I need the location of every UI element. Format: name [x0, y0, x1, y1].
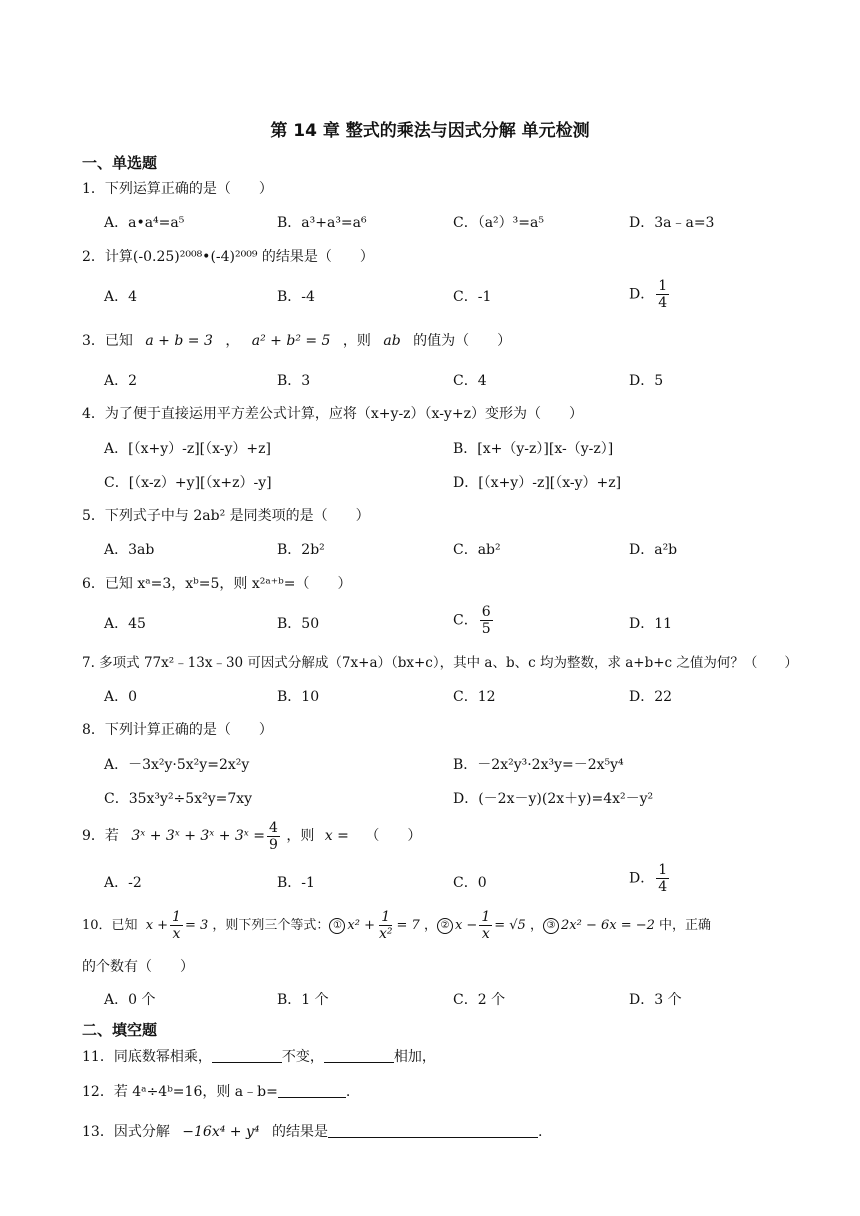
question-5-stem: 5．下列式子中与 2ab² 是同类项的是（ ） [82, 508, 370, 524]
question-8-option-c: C．35x³y²÷5x²y=7xy [104, 791, 253, 807]
math-expression: = 3 [184, 918, 209, 933]
math-expression: x = [324, 828, 349, 844]
question-1-option-a: A．a•a⁴=a⁵ [104, 215, 185, 231]
question-5-option-c: C．ab² [453, 542, 501, 558]
math-expression: x − [454, 918, 478, 933]
question-1-option-c: C．（a²）³=a⁵ [453, 215, 544, 231]
section-heading-fill-blank: 二、填空题 [82, 1021, 158, 1039]
question-2-option-d [629, 278, 671, 311]
text: 的值为（ ） [413, 333, 512, 349]
text: . [345, 1084, 351, 1100]
question-4-option-d: D．[（x+y）-z][（x-y）+z] [453, 475, 622, 491]
question-6-option-a: A．45 [104, 616, 146, 632]
text: ，则下列三个等式： [212, 918, 330, 933]
option-label: C． [453, 612, 478, 629]
fraction-numerator: 1 [172, 909, 181, 925]
question-2-stem: 2．计算(-0.25)²⁰⁰⁸•(-4)²⁰⁰⁹ 的结果是（ ） [82, 249, 374, 265]
answer-blank[interactable] [212, 1048, 282, 1063]
math-expression: 2x² − 6x = −2 [561, 918, 655, 933]
question-2-option-b: B．-4 [277, 289, 315, 305]
fraction-denominator: 5 [481, 621, 491, 637]
text: 3．已知 [82, 333, 133, 349]
question-5-option-b: B．2b² [277, 542, 325, 558]
question-9-option-b: B．-1 [277, 875, 315, 891]
page-title: 第 14 章 整式的乘法与因式分解 单元检测 [270, 121, 590, 141]
fraction-numerator: 1 [658, 862, 668, 878]
question-6-option-b: B．50 [277, 616, 320, 632]
answer-blank[interactable] [324, 1048, 394, 1063]
question-6-option-d: D．11 [629, 616, 673, 632]
math-expression: −16x⁴ + y⁴ [182, 1124, 260, 1140]
fraction [480, 604, 493, 637]
math-expression: x² + [347, 918, 375, 933]
question-10-option-d: D．3 个 [629, 992, 682, 1008]
question-2-option-a: A．4 [104, 289, 138, 305]
question-12-stem [82, 1083, 350, 1101]
question-5-option-a: A．3ab [104, 542, 155, 558]
question-10-option-b: B．1 个 [277, 992, 329, 1008]
fraction-denominator: 9 [268, 836, 278, 853]
option-label: D． [629, 870, 655, 887]
text: ， [423, 918, 437, 933]
text: 11．同底数幂相乘， [82, 1049, 212, 1065]
fraction-denominator: x [172, 926, 181, 942]
text: 9．若 [82, 828, 119, 844]
question-1-stem: 1．下列运算正确的是（ ） [82, 181, 273, 197]
question-1-option-d: D．3a﹣a=3 [629, 215, 715, 231]
text: ，则 [342, 333, 371, 349]
question-7-option-a: A．0 [104, 689, 138, 705]
fraction-denominator: x² [379, 926, 393, 942]
question-10-option-c: C．2 个 [453, 992, 506, 1008]
text: ， [529, 918, 543, 933]
question-4-stem: 4．为了便于直接运用平方差公式计算，应将（x+y-z）（x-y+z）变形为（ ） [82, 406, 583, 422]
text: 中，正确 [659, 918, 712, 933]
question-6-stem: 6．已知 xᵃ=3，xᵇ=5，则 x²ᵃ⁺ᵇ=（ ） [82, 576, 352, 592]
question-4-option-a: A．[（x+y）-z][（x-y）+z] [104, 441, 271, 457]
text: 13．因式分解 [82, 1124, 170, 1140]
question-9-option-a: A．-2 [104, 875, 142, 891]
question-8-stem: 8．下列计算正确的是（ ） [82, 722, 273, 738]
fraction [479, 909, 492, 942]
fraction-numerator: 6 [481, 604, 491, 620]
math-expression: a + b = 3 [145, 333, 213, 349]
question-7-stem: 7. 多项式 77x²﹣13x﹣30 可因式分解成（7x+a）（bx+c），其中 a、b、c 均为整数，求 a+b+c 之值为何？（ ） [82, 655, 798, 671]
fraction-numerator: 1 [658, 278, 668, 294]
question-1-option-b: B．a³+a³=a⁶ [277, 215, 367, 231]
question-10-stem-continued: 的个数有（ ） [82, 959, 194, 975]
question-9-option-d [629, 862, 671, 895]
question-10-option-a: A．0 个 [104, 992, 156, 1008]
question-4-option-c: C．[（x-z）+y][（x+z）-y] [104, 475, 272, 491]
text: . [537, 1124, 543, 1140]
circled-number: ① [329, 918, 345, 934]
question-8-option-b: B．－2x²y³·2x³y=－2x⁵y⁴ [453, 757, 624, 773]
fraction-numerator: 4 [268, 819, 278, 836]
fraction [267, 820, 280, 853]
fraction-denominator: 4 [658, 879, 668, 895]
text: ， [225, 333, 240, 349]
section-heading-single-choice: 一、单选题 [82, 154, 158, 172]
question-7-option-b: B．10 [277, 689, 320, 705]
fraction-denominator: x [481, 926, 490, 942]
question-2-option-c: C．-1 [453, 289, 492, 305]
question-9-option-c: C．0 [453, 875, 487, 891]
question-7-option-c: C．12 [453, 689, 496, 705]
question-3-stem [82, 332, 511, 350]
fraction [656, 278, 669, 311]
question-3-option-c: C．4 [453, 373, 487, 389]
question-3-option-b: B．3 [277, 373, 311, 389]
text: ，则 [286, 828, 315, 844]
text: 12．若 4ᵃ÷4ᵇ=16，则 a﹣b= [82, 1084, 278, 1100]
math-expression: ab [383, 333, 401, 349]
question-3-option-d: D．5 [629, 373, 664, 389]
math-expression: 3ˣ + 3ˣ + 3ˣ + 3ˣ = [131, 828, 265, 844]
fraction [377, 909, 395, 942]
math-expression: = √5 [494, 918, 526, 933]
question-8-option-d: D．(－2x－y)(2x＋y)=4x²－y² [453, 791, 654, 807]
option-label: D． [629, 286, 655, 303]
circled-number: ③ [543, 918, 559, 934]
math-expression: a² + b² = 5 [251, 333, 331, 349]
fraction [656, 862, 669, 895]
question-7-option-d: D．22 [629, 689, 673, 705]
math-expression: = 7 [396, 918, 420, 933]
fraction-numerator: 1 [381, 909, 391, 925]
question-13-stem [82, 1123, 542, 1141]
question-5-option-d: D．a²b [629, 542, 678, 558]
question-8-option-a: A．－3x²y·5x²y=2x²y [104, 757, 250, 773]
question-11-stem [82, 1048, 436, 1066]
question-3-option-a: A．2 [104, 373, 138, 389]
circled-number: ② [437, 918, 453, 934]
answer-blank[interactable] [278, 1083, 346, 1098]
text: 的结果是 [271, 1124, 328, 1140]
text: 相加， [393, 1049, 436, 1065]
fraction-numerator: 1 [481, 909, 491, 925]
text: 10．已知 [82, 918, 138, 933]
question-10-stem [82, 908, 711, 944]
answer-blank[interactable] [328, 1123, 538, 1138]
fraction-denominator: 4 [658, 295, 668, 311]
math-expression: x + [145, 918, 169, 933]
question-9-stem [82, 818, 421, 854]
text: （ ） [365, 828, 422, 844]
question-6-option-c [453, 604, 495, 637]
question-4-option-b: B．[x+（y-z）][x-（y-z）] [453, 441, 614, 457]
text: 不变， [281, 1049, 324, 1065]
fraction [170, 909, 183, 942]
